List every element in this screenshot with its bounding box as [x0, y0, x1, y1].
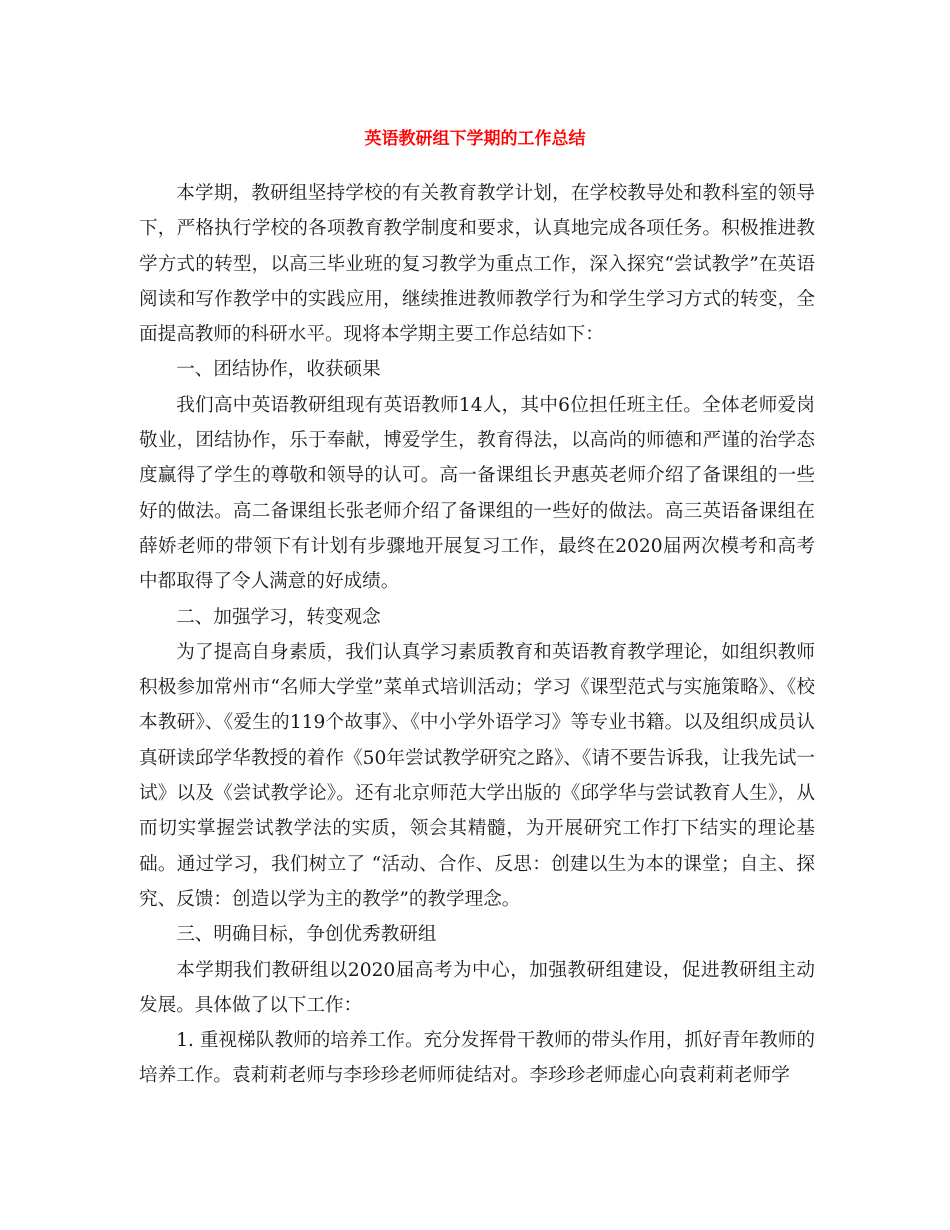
section-heading-2: 二、加强学习，转变观念 [176, 606, 381, 628]
document-body [139, 176, 815, 1094]
section-heading-3: 三、明确目标，争创优秀教研组 [176, 924, 437, 946]
document-title: 英语教研组下学期的工作总结 [364, 129, 586, 149]
paragraph-intro: 本学期，教研组坚持学校的有关教育教学计划，在学校教导处和教科室的领导下，严格执行学校的各项教育教学制度和要求，认真地完成各项任务。积极推进教学方式的转型，以高三毕业班的复习教学为重点工作，深入探究“尝试教学”在英语阅读和写作教学中的实践应用，继续推进教师教学行为和学生学习方式的转变，全面提高教师的科研水平。现将本学期主要工作总结如下： [139, 183, 815, 346]
paragraph-section-3: 本学期我们教研组以2020届高考为中心，加强教研组建设，促进教研组主动发展。具体做了以下工作： [139, 959, 815, 1016]
paragraph-section-1: 我们高中英语教研组现有英语教师14人，其中6位担任班主任。全体老师爱岗敬业，团结协作，乐于奉献，博爱学生，教育得法，以高尚的师德和严谨的治学态度赢得了学生的尊敬和领导的认可。高一备课组长尹惠英老师介绍了备课组的一些好的做法。高二备课组长张老师介绍了备课组的一些好的做法。高三英语备课组在薛娇老师的带领下有计划有步骤地开展复习工作，最终在2020届两次模考和高考中都取得了令人满意的好成绩。 [139, 394, 815, 593]
paragraph-item-1: 1. 重视梯队教师的培养工作。充分发挥骨干教师的带头作用，抓好青年教师的培养工作。袁莉莉老师与李珍珍老师师徒结对。李珍珍老师虚心向袁莉莉老师学 [139, 1030, 815, 1087]
paragraph-section-2: 为了提高自身素质，我们认真学习素质教育和英语教育教学理论，如组织教师积极参加常州市“名师大学堂”菜单式培训活动；学习《课型范式与实施策略》、《校本教研》、《爱生的119个故事》、《中小学外语学习》等专业书籍。以及组织成员认真研读邱学华教授的着作《50年尝试教学研究之路》、《请不要告诉我，让我先试一试》以及《尝试教学论》。还有北京师范大学出版的《邱学华与尝试教育人生》，从而切实掌握尝试教学法的实质，领会其精髓，为开展研究工作打下结实的理论基础。通过学习，我们树立了 “活动、合作、反思：创建以生为本的课堂；自主、探究、反馈：创造以学为主的教学”的教学理念。 [139, 641, 815, 910]
section-heading-1: 一、团结协作，收获硕果 [176, 359, 381, 381]
